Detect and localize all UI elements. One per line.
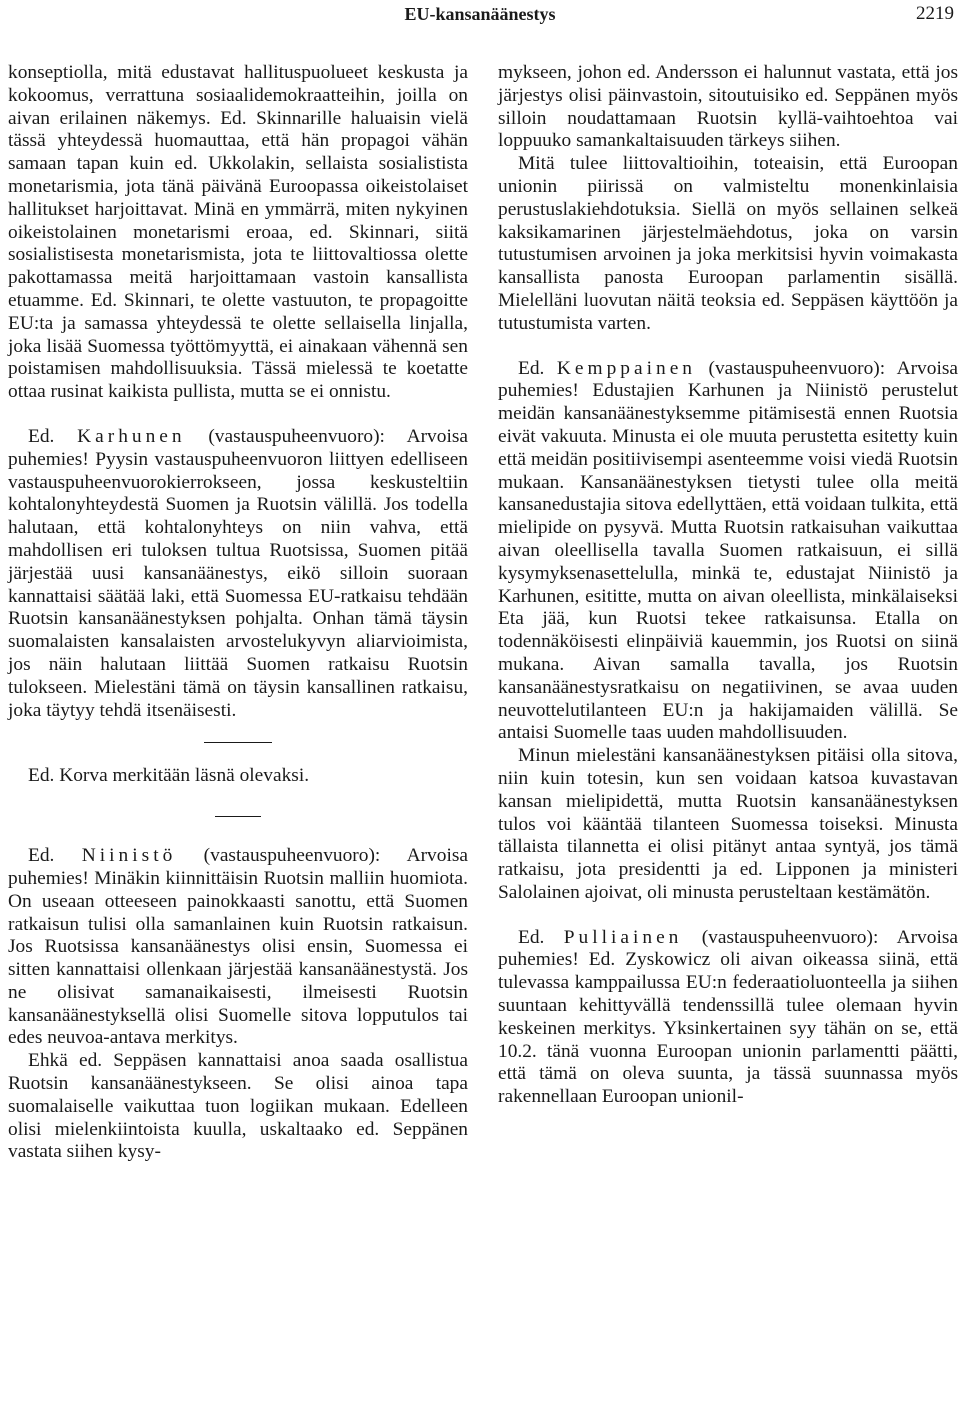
paragraph: Minun mielestäni kansanäänestyksen pitäisi olla sitova, niin kuin totesin, kun sen voidaan katsoa kuvastavan kansan mielipidettä, mutta Ruotsin kansanäänestyksen tulos voi kääntää tilanteen Suomessa toiseksi. Minusta tällaista tilannetta ei olisi pitänyt antaa syntyä, jos tämä ratkaisu, jota presidentti ja ed. Lipponen ja ministeri Salolainen ajoivat, oli minusta perusteltaan kestämätön. [498,745,958,903]
speech-text: (vastauspuheenvuoro): Arvoisa puhemies! Minäkin kiinnittäisin Ruotsin malliin huomiota. On useaan otteeseen painokkaasti sanottu, että Suomen ratkaisun tulisi olla samanlainen kuin Ruotsin ratkaisun. Jos Ruotsissa kansanäänestys olisi ensin, Suomessa ei sitten kannattaisi ollenkaan järjestää kansanäänestystä. Jos ne olisivat samanaikaisesti, ilmeisesti Ruotsin kansanäänestyksellä olisi Suomelle sitova lopputulos tai edes neuvoa-antava merkitys. [8,845,468,1049]
speech-kemppainen [498,358,958,746]
paragraph: mykseen, johon ed. Andersson ei halunnut vastata, että jos järjestys olisi päinvastoin, sitoutuisiko ed. Seppänen myös silloin noudattamaan Ruotsin kyllä-vaihtoehtoa vai loppuuko samankaltaisuuden tärkeys siihen. [498,62,958,152]
speaker-prefix: Ed. [518,357,545,379]
speaker-name: Pulliainen [563,926,683,948]
korva-note: Ed. Korva merkitään läsnä olevaksi. [28,765,310,787]
speaker-name: Niinistö [81,845,177,867]
page-header [0,2,960,26]
paragraph: Ehkä ed. Seppäsen kannattaisi anoa saada osallistua Ruotsin kansanäänestykseen. Se olisi ainoa tapa suomalaiselle vaikuttaa tuon logiikan mukaan. Edelleen olisi mielenkiintoista kuulla, uskaltaako ed. Seppänen vastata siihen kysy- [8,1050,468,1163]
speech-text: (vastauspuheenvuoro): Arvoisa puhemies! Edustajien Karhunen ja Niinistö perustelut meidän kansanäänestyksemme pitämisestä ennen Ruotsia eivät vakuuta. Minusta ei ole muuta perustetta esitetty kuin että meidän positiivisempi asenteemme voisi viedä Ruotsin mukaan. Kansanäänestyksen tietysti tulee olla meitä kansanedustajia sitova edellyttäen, että voidaan tulkita, että mielipide on pysyvä. Mutta Ruotsin ratkaisuhan vaikuttaa aivan oleellisella tavalla Suomen ratkaisuun, ei sillä kysymyksenasettelulla, minkä te, edustajat Niinistö ja Karhunen, esititte, mutta on aivan oleellista, minkälaiseksi Eta jää, kun Ruotsi tekee ratkaisunsa. Etalla on todennäköisesti elinpäiviä kauemmin, jos Ruotsi on siinä mukana. Aivan samalla tavalla, jos Ruotsin kansanäänestysratkaisu on negatiivinen, se avaa uuden neuvottelutilanteen EU:n ja hakijamaiden välillä. Se antaisi Suomelle taas uuden mahdollisuuden. [498,357,958,744]
speaker-prefix: Ed. [28,845,55,867]
section-divider [204,742,272,743]
speaker-prefix: Ed. [28,425,55,447]
section-divider [215,816,261,817]
paragraph: konseptiolla, mitä edustavat hallituspuolueet keskusta ja kokoomus, verrattuna sosiaalidemokraatteihin, joilla on aivan erilainen näkemys. Ed. Skinnarille haluaisin vielä tässä yhteydessä huomauttaa, että hän propagoi vähän samaan tapan kuin ed. Ukkolakin, sellaista sosialistista monetarismia, jota tänä päivänä Euroopassa oikeistolaiset hallitukset harjoittavat. Minä en ymmärrä, miten nykyinen oikeistolainen monetarismi eroaa, ed. Skinnari, siitä sosialistisesta monetarismista, jota te liittovaltiossa olette pakottamassa meitä harjoittamaan vastoin kansallista etuamme. Ed. Skinnari, te olette vastuuton, te propagoitte EU:ta ja samassa yhteydessä te olette sellaisella linjalla, joka lisää Suomessa työttömyyttä, ei ainakaan vähennä sen poistamisen mahdollisuuksia. Tässä mielessä te koetatte ottaa rusinat kaikista pullista, mutta se ei onnistu. [8,62,468,403]
speech-text: (vastauspuheenvuoro): Arvoisa puhemies! Ed. Zyskowicz oli aivan oikeassa siinä, että tulevassa kamppailussa EU:n federaatioluonteella ja siihen suuntaan kehittyvällä tendenssillä tulee olemaan hyvin keskeinen merkitys. Yksinkertainen syy tähän on se, että 10.2. tänä vuonna Euroopan unionin parlamentti päätti, että tämä on oleva suunta, ja tässä suunnassa myös rakennellaan Euroopan unionil- [498,926,958,1108]
right-column [498,62,958,1109]
page-number: 2219 [916,3,954,24]
speech-niinisto [8,845,468,1050]
speaker-name: Karhunen [77,425,186,447]
speaker-prefix: Ed. [518,926,545,948]
speech-karhunen [8,426,468,722]
speech-pulliainen [498,927,958,1109]
speech-text: (vastauspuheenvuoro): Arvoisa puhemies! Pyysin vastauspuheenvuoron liittyen edelliseen vastauspuheenvuorokierrokseen, jossa keskusteltiin kohtalonyhteydestä Suomen ja Ruotsin välillä. Jos todella halutaan, että kohtalonyhteys on niin vahva, että mahdollisen eri tuloksen tultua Ruotsissa, Suomen pitää järjestää uusi kansanäänestys, eikö silloin suoraan kannattaisi säätää laki, että Suomessa EU-ratkaisu tehdään Ruotsin kansanäänestyksen pohjalta. Onhan tämä täysin suomalaisten kansalaisten arvostelukyvyn aliarvioimista, jos näin halutaan liittää Suomen ratkaisu Ruotsin tulokseen. Mielestäni tämä on täysin kansallinen ratkaisu, joka täytyy tehdä itsenäisesti. [8,425,468,721]
running-title: EU-kansanäänestys [404,4,556,24]
speaker-name: Kemppainen [556,357,696,379]
paragraph: Mitä tulee liittovaltioihin, toteaisin, että Euroopan unionin piirissä on valmisteltu monenkinlaisia perustuslakiehdotuksia. Siellä on myös sellainen selkeä kaksikamarinen järjestelmäehdotus, joka on varsin tutustumisen arvoinen ja joka merkitsisi hyvin voimakasta kansallista panosta Euroopan parlamentin sisällä. Mielelläni luovutan näitä teoksia ed. Seppäsen käyttöön ja tutustumista varten. [498,153,958,334]
left-column [8,62,468,1164]
